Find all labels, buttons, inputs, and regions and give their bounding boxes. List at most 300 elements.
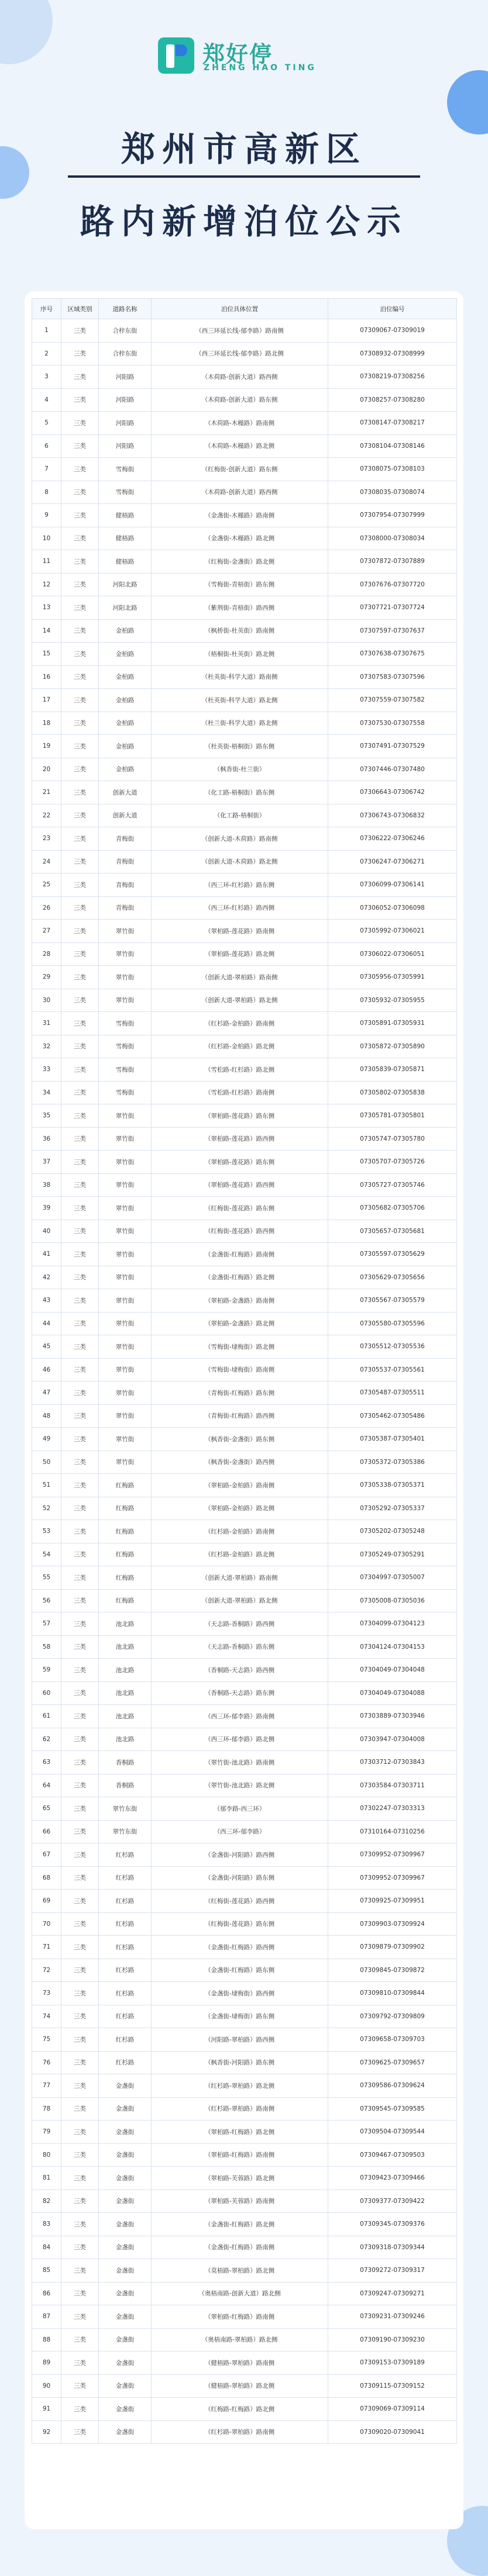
col-road-name: 金盏街: [99, 2190, 152, 2213]
table-row: [32, 804, 457, 827]
col-area-type: 三类: [61, 2005, 99, 2028]
col-index: 44: [32, 1312, 61, 1335]
col-area-type: 三类: [61, 1220, 99, 1243]
col-index: 32: [32, 1035, 61, 1058]
col-location: （西三环延长线-郁李路）路北侧: [152, 342, 328, 365]
col-road-name: 健梧路: [99, 504, 152, 527]
col-index: 51: [32, 1474, 61, 1497]
col-area-type: 三类: [61, 896, 99, 920]
col-location: （金盏街-红梅路）路北侧: [152, 2213, 328, 2236]
col-area-type: 三类: [61, 1751, 99, 1774]
col-area-type: 三类: [61, 365, 99, 389]
col-index: 75: [32, 2028, 61, 2052]
col-index: 4: [32, 388, 61, 412]
table-row: [32, 1912, 457, 1936]
col-location: （西三环-郁李路）路南侧: [152, 1705, 328, 1728]
col-location: （西三环-郁李路）路北侧: [152, 1728, 328, 1751]
col-area-type: 三类: [61, 1382, 99, 1405]
col-area-type: 三类: [61, 2328, 99, 2351]
table-row: [32, 966, 457, 989]
table-row: [32, 1428, 457, 1451]
col-berth-number: 07309903-07309924: [328, 1912, 457, 1936]
col-berth-number: 07309952-07309967: [328, 1866, 457, 1890]
col-area-type: 三类: [61, 1104, 99, 1128]
table-row: [32, 619, 457, 643]
col-location: （金盏街-红梅路）路西侧: [152, 1936, 328, 1959]
parking-table: [32, 298, 457, 2444]
col-area-type: 三类: [61, 2351, 99, 2375]
col-berth-number: 07309845-07309872: [328, 1959, 457, 1982]
col-road-name: 金柏路: [99, 619, 152, 643]
col-location: （雪松路-红杉路）路南侧: [152, 1081, 328, 1104]
col-location: （郁李路-西三环）: [152, 1797, 328, 1821]
col-location: （雪梅街-埭梅街）路北侧: [152, 1335, 328, 1359]
col-location: （创新大道-木荷路）路南侧: [152, 827, 328, 851]
col-road-name: 合梓东街: [99, 342, 152, 365]
col-location: （创新大道-翠柏路）路南侧: [152, 966, 328, 989]
col-road-name: 金盏街: [99, 2398, 152, 2421]
col-area-type: 三类: [61, 942, 99, 966]
col-index: 60: [32, 1681, 61, 1705]
table-row: [32, 920, 457, 943]
table-row: [32, 2328, 457, 2351]
col-index: 84: [32, 2236, 61, 2259]
col-index: 42: [32, 1266, 61, 1289]
col-area-type: 三类: [61, 873, 99, 897]
table-row: [32, 596, 457, 620]
col-road-name: 金盏街: [99, 2305, 152, 2329]
col-berth-number: 07306022-07306051: [328, 942, 457, 966]
table-row: [32, 319, 457, 343]
col-area-type: 三类: [61, 1012, 99, 1035]
col-location: （翠柏路-芙蓉路）路北侧: [152, 2167, 328, 2190]
table-row: [32, 1243, 457, 1266]
table-row: [32, 1151, 457, 1174]
col-location: （杜英街-科学大道）路北侧: [152, 689, 328, 712]
col-index: 10: [32, 527, 61, 550]
col-road-name: 金柏路: [99, 712, 152, 735]
col-index: 18: [32, 712, 61, 735]
col-index: 57: [32, 1612, 61, 1636]
table-row: [32, 1197, 457, 1220]
col-area-type: 三类: [61, 1497, 99, 1520]
col-area-type: 三类: [61, 504, 99, 527]
col-berth-number: 07305839-07305871: [328, 1058, 457, 1082]
col-road-name: 翠竹街: [99, 1335, 152, 1359]
header-col-berth-number: 泊位编号: [328, 299, 457, 319]
col-berth-number: 07309504-07309544: [328, 2121, 457, 2144]
col-area-type: 三类: [61, 966, 99, 989]
col-road-name: 翠竹街: [99, 1151, 152, 1174]
col-area-type: 三类: [61, 758, 99, 781]
col-area-type: 三类: [61, 2028, 99, 2052]
page-title-line1: 郑州市高新区: [121, 129, 367, 169]
col-index: 5: [32, 412, 61, 435]
col-area-type: 三类: [61, 1890, 99, 1913]
col-road-name: 雪梅街: [99, 1035, 152, 1058]
col-area-type: 三类: [61, 1404, 99, 1428]
col-index: 6: [32, 434, 61, 458]
col-area-type: 三类: [61, 1151, 99, 1174]
col-berth-number: 07305629-07305656: [328, 1266, 457, 1289]
col-road-name: 青梅街: [99, 827, 152, 851]
col-area-type: 三类: [61, 1358, 99, 1382]
col-location: （杜英街-科学大道）路南侧: [152, 665, 328, 689]
table-row: [32, 1705, 457, 1728]
col-berth-number: 07309067-07309019: [328, 319, 457, 343]
col-road-name: 金盏街: [99, 2121, 152, 2144]
col-index: 91: [32, 2398, 61, 2421]
col-index: 76: [32, 2051, 61, 2074]
col-area-type: 三类: [61, 481, 99, 504]
col-road-name: 翠竹街: [99, 920, 152, 943]
table-row: [32, 1220, 457, 1243]
col-berth-number: 07305682-07305706: [328, 1197, 457, 1220]
col-index: 8: [32, 481, 61, 504]
col-index: 64: [32, 1774, 61, 1797]
col-road-name: 翠竹街: [99, 1312, 152, 1335]
col-area-type: 三类: [61, 434, 99, 458]
col-area-type: 三类: [61, 1474, 99, 1497]
col-road-name: 翠竹东街: [99, 1797, 152, 1821]
col-road-name: 金盏街: [99, 2097, 152, 2121]
col-location: （木荷路-创新大道）路东侧: [152, 388, 328, 412]
col-berth-number: 07306222-07306246: [328, 827, 457, 851]
col-location: （红杉路-翠柏路）路北侧: [152, 2074, 328, 2098]
table-row: [32, 1358, 457, 1382]
col-index: 26: [32, 896, 61, 920]
col-index: 62: [32, 1728, 61, 1751]
col-road-name: 金柏路: [99, 689, 152, 712]
col-location: （青梅街-红梅路）路西侧: [152, 1404, 328, 1428]
col-berth-number: 07305747-07305780: [328, 1127, 457, 1151]
col-road-name: 香桐路: [99, 1774, 152, 1797]
col-index: 45: [32, 1335, 61, 1359]
table-row: [32, 1058, 457, 1082]
table-row: [32, 2374, 457, 2398]
col-berth-number: 07304049-07304088: [328, 1681, 457, 1705]
col-index: 70: [32, 1912, 61, 1936]
table-row: [32, 1728, 457, 1751]
col-road-name: 红杉路: [99, 1982, 152, 2005]
table-row: [32, 2282, 457, 2305]
col-area-type: 三类: [61, 920, 99, 943]
col-location: （红梅街-莲花路）路东侧: [152, 1197, 328, 1220]
col-location: （杜英街-梧桐街）路东侧: [152, 735, 328, 758]
col-area-type: 三类: [61, 2167, 99, 2190]
col-berth-number: 07305292-07305337: [328, 1497, 457, 1520]
col-berth-number: 07308932-07308999: [328, 342, 457, 365]
col-area-type: 三类: [61, 388, 99, 412]
col-road-name: 红杉路: [99, 2051, 152, 2074]
col-berth-number: 07309318-07309344: [328, 2236, 457, 2259]
col-area-type: 三类: [61, 1566, 99, 1590]
table-row: [32, 1035, 457, 1058]
table-row: [32, 2398, 457, 2421]
col-road-name: 健梧路: [99, 527, 152, 550]
col-index: 34: [32, 1081, 61, 1104]
col-berth-number: 07308075-07308103: [328, 458, 457, 481]
col-location: （西三环-红杉路）路西侧: [152, 896, 328, 920]
col-road-name: 池北路: [99, 1681, 152, 1705]
col-location: （翠柏路-红梅路）路北侧: [152, 2121, 328, 2144]
col-road-name: 金盏街: [99, 2420, 152, 2444]
col-location: （枫香街-金盏街）路西侧: [152, 1451, 328, 1474]
col-index: 50: [32, 1451, 61, 1474]
col-area-type: 三类: [61, 596, 99, 620]
col-index: 3: [32, 365, 61, 389]
col-berth-number: 07309115-07309152: [328, 2374, 457, 2398]
table-card: [25, 291, 463, 2529]
col-area-type: 三类: [61, 1659, 99, 1682]
col-road-name: 红梅路: [99, 1520, 152, 1543]
table-row: [32, 504, 457, 527]
table-row: [32, 1959, 457, 1982]
col-area-type: 三类: [61, 550, 99, 574]
col-berth-number: 07305956-07305991: [328, 966, 457, 989]
col-index: 52: [32, 1497, 61, 1520]
col-road-name: 池北路: [99, 1635, 152, 1659]
table-row: [32, 1635, 457, 1659]
col-area-type: 三类: [61, 1127, 99, 1151]
col-berth-number: 07307638-07307675: [328, 643, 457, 666]
col-area-type: 三类: [61, 712, 99, 735]
col-location: （金盏街-河阳路）路东侧: [152, 1866, 328, 1890]
header-col-road-name: 道路名称: [99, 299, 152, 319]
col-area-type: 三类: [61, 2374, 99, 2398]
col-berth-number: 07307954-07307999: [328, 504, 457, 527]
col-road-name: 金柏路: [99, 758, 152, 781]
col-berth-number: 07305802-07305838: [328, 1081, 457, 1104]
col-location: （红梅街-金盏街）路北侧: [152, 550, 328, 574]
col-location: （金盏街-红梅路）路东侧: [152, 1959, 328, 1982]
col-location: （西三环-红杉路）路东侧: [152, 873, 328, 897]
table-row: [32, 2167, 457, 2190]
col-area-type: 三类: [61, 1428, 99, 1451]
col-location: （奥梧南路-翠柏路）路北侧: [152, 2328, 328, 2351]
col-index: 38: [32, 1173, 61, 1197]
col-index: 85: [32, 2259, 61, 2283]
col-berth-number: 07307530-07307558: [328, 712, 457, 735]
col-area-type: 三类: [61, 2398, 99, 2421]
col-berth-number: 07305387-07305401: [328, 1428, 457, 1451]
col-location: （香桐路-天志路）路东侧: [152, 1681, 328, 1705]
col-index: 49: [32, 1428, 61, 1451]
col-area-type: 三类: [61, 643, 99, 666]
col-location: （红梅街-莲花路）路东侧: [152, 1912, 328, 1936]
col-area-type: 三类: [61, 2259, 99, 2283]
col-location: （雪梅街-青梧街）路东侧: [152, 573, 328, 596]
col-location: （杜兰街-科学大道）路北侧: [152, 712, 328, 735]
col-road-name: 河阳路: [99, 412, 152, 435]
table-row: [32, 1127, 457, 1151]
table-row: [32, 1659, 457, 1682]
col-road-name: 红梅路: [99, 1543, 152, 1566]
col-area-type: 三类: [61, 1266, 99, 1289]
col-road-name: 翠竹街: [99, 1173, 152, 1197]
col-area-type: 三类: [61, 619, 99, 643]
col-area-type: 三类: [61, 458, 99, 481]
col-berth-number: 07306743-07306832: [328, 804, 457, 827]
col-index: 80: [32, 2143, 61, 2167]
col-berth-number: 07307491-07307529: [328, 735, 457, 758]
table-row: [32, 573, 457, 596]
col-index: 22: [32, 804, 61, 827]
col-index: 66: [32, 1820, 61, 1843]
col-area-type: 三类: [61, 342, 99, 365]
col-index: 71: [32, 1936, 61, 1959]
col-berth-number: 07307597-07307637: [328, 619, 457, 643]
col-berth-number: 07307583-07307596: [328, 665, 457, 689]
col-location: （枫香街-金盏街）路东侧: [152, 1428, 328, 1451]
col-area-type: 三类: [61, 1797, 99, 1821]
table-row: [32, 1936, 457, 1959]
col-road-name: 金盏街: [99, 2213, 152, 2236]
col-area-type: 三类: [61, 1820, 99, 1843]
col-berth-number: 07305707-07305726: [328, 1151, 457, 1174]
col-index: 79: [32, 2121, 61, 2144]
col-berth-number: 07309625-07309657: [328, 2051, 457, 2074]
col-berth-number: 07309925-07309951: [328, 1890, 457, 1913]
col-index: 59: [32, 1659, 61, 1682]
table-row: [32, 2074, 457, 2098]
col-index: 89: [32, 2351, 61, 2375]
table-row: [32, 1681, 457, 1705]
table-row: [32, 2190, 457, 2213]
col-area-type: 三类: [61, 1451, 99, 1474]
col-index: 65: [32, 1797, 61, 1821]
col-location: （枫香街-河阳路）路东侧: [152, 2051, 328, 2074]
col-road-name: 青梅街: [99, 850, 152, 873]
col-index: 90: [32, 2374, 61, 2398]
col-location: （红梅街-莲花路）路西侧: [152, 1890, 328, 1913]
col-location: （翠柏路-莲花路）路西侧: [152, 1173, 328, 1197]
col-location: （翠柏路-莲花路）路北侧: [152, 942, 328, 966]
col-berth-number: 07305597-07305629: [328, 1243, 457, 1266]
header-col-index: 序号: [32, 299, 61, 319]
table-row: [32, 942, 457, 966]
col-area-type: 三类: [61, 1612, 99, 1636]
table-row: [32, 1751, 457, 1774]
col-berth-number: 07309020-07309041: [328, 2420, 457, 2444]
table-row: [32, 1266, 457, 1289]
col-location: （红杉路-金柏路）路北侧: [152, 1543, 328, 1566]
col-road-name: 金柏路: [99, 665, 152, 689]
col-road-name: 青梅街: [99, 873, 152, 897]
table-row: [32, 1890, 457, 1913]
col-berth-number: 07308219-07308256: [328, 365, 457, 389]
col-berth-number: 07306099-07306141: [328, 873, 457, 897]
col-berth-number: 07305781-07305801: [328, 1104, 457, 1128]
col-area-type: 三类: [61, 735, 99, 758]
col-index: 61: [32, 1705, 61, 1728]
table-row: [32, 1382, 457, 1405]
table-row: [32, 458, 457, 481]
col-road-name: 金盏街: [99, 2167, 152, 2190]
col-road-name: 香桐路: [99, 1751, 152, 1774]
table-row: [32, 342, 457, 365]
col-road-name: 金盏街: [99, 2351, 152, 2375]
table-row: [32, 1612, 457, 1636]
col-location: （雪梅街-埭梅街）路南侧: [152, 1358, 328, 1382]
col-index: 7: [32, 458, 61, 481]
col-road-name: 红杉路: [99, 1959, 152, 1982]
col-berth-number: 07309879-07309902: [328, 1936, 457, 1959]
col-road-name: 池北路: [99, 1728, 152, 1751]
col-berth-number: 07305462-07305486: [328, 1404, 457, 1428]
table-row: [32, 2143, 457, 2167]
col-berth-number: 07304099-07304123: [328, 1612, 457, 1636]
table-row: [32, 989, 457, 1012]
col-berth-number: 07307676-07307720: [328, 573, 457, 596]
col-berth-number: 07306247-07306271: [328, 850, 457, 873]
col-area-type: 三类: [61, 850, 99, 873]
table-row: [32, 2051, 457, 2074]
col-area-type: 三类: [61, 2190, 99, 2213]
brand-logo: [158, 36, 334, 77]
col-road-name: 金盏街: [99, 2282, 152, 2305]
table-row: [32, 2420, 457, 2444]
col-location: （创新大道-翠柏路）路南侧: [152, 1566, 328, 1590]
col-road-name: 金盏街: [99, 2374, 152, 2398]
col-road-name: 翠竹街: [99, 1197, 152, 1220]
col-index: 24: [32, 850, 61, 873]
col-area-type: 三类: [61, 1312, 99, 1335]
col-berth-number: 07305657-07305681: [328, 1220, 457, 1243]
table-row: [32, 481, 457, 504]
col-berth-number: 07305512-07305536: [328, 1335, 457, 1359]
table-row: [32, 827, 457, 851]
col-location: （翠柏路-莲花路）路西侧: [152, 1127, 328, 1151]
col-berth-number: 07305727-07305746: [328, 1173, 457, 1197]
col-road-name: 池北路: [99, 1705, 152, 1728]
col-road-name: 池北路: [99, 1612, 152, 1636]
table-row: [32, 1081, 457, 1104]
col-road-name: 翠竹街: [99, 1127, 152, 1151]
col-road-name: 金盏街: [99, 2143, 152, 2167]
col-area-type: 三类: [61, 1982, 99, 2005]
col-road-name: 池北路: [99, 1659, 152, 1682]
col-location: （木荷路-木槿路）路北侧: [152, 434, 328, 458]
table-row: [32, 2121, 457, 2144]
col-berth-number: 07309952-07309967: [328, 1843, 457, 1867]
col-road-name: 创新大道: [99, 781, 152, 804]
table-row: [32, 2213, 457, 2236]
col-location: （健梧路-翠柏路）路南侧: [152, 2351, 328, 2375]
col-location: （青梅街-红梅路）路东侧: [152, 1382, 328, 1405]
col-road-name: 翠竹东街: [99, 1820, 152, 1843]
col-road-name: 翠竹街: [99, 966, 152, 989]
col-index: 13: [32, 596, 61, 620]
col-road-name: 红杉路: [99, 2005, 152, 2028]
col-road-name: 雪梅街: [99, 458, 152, 481]
col-area-type: 三类: [61, 1728, 99, 1751]
col-index: 69: [32, 1890, 61, 1913]
col-berth-number: 07305580-07305596: [328, 1312, 457, 1335]
table-row: [32, 527, 457, 550]
header-col-location: 泊位具体位置: [152, 299, 328, 319]
col-berth-number: 07304049-07304048: [328, 1659, 457, 1682]
col-index: 86: [32, 2282, 61, 2305]
table-row: [32, 2005, 457, 2028]
col-index: 27: [32, 920, 61, 943]
col-berth-number: 07308035-07308074: [328, 481, 457, 504]
table-row: [32, 412, 457, 435]
col-berth-number: 07302247-07303313: [328, 1797, 457, 1821]
col-location: （金盏街-木槿路）路南侧: [152, 504, 328, 527]
col-area-type: 三类: [61, 1959, 99, 1982]
col-index: 43: [32, 1289, 61, 1313]
